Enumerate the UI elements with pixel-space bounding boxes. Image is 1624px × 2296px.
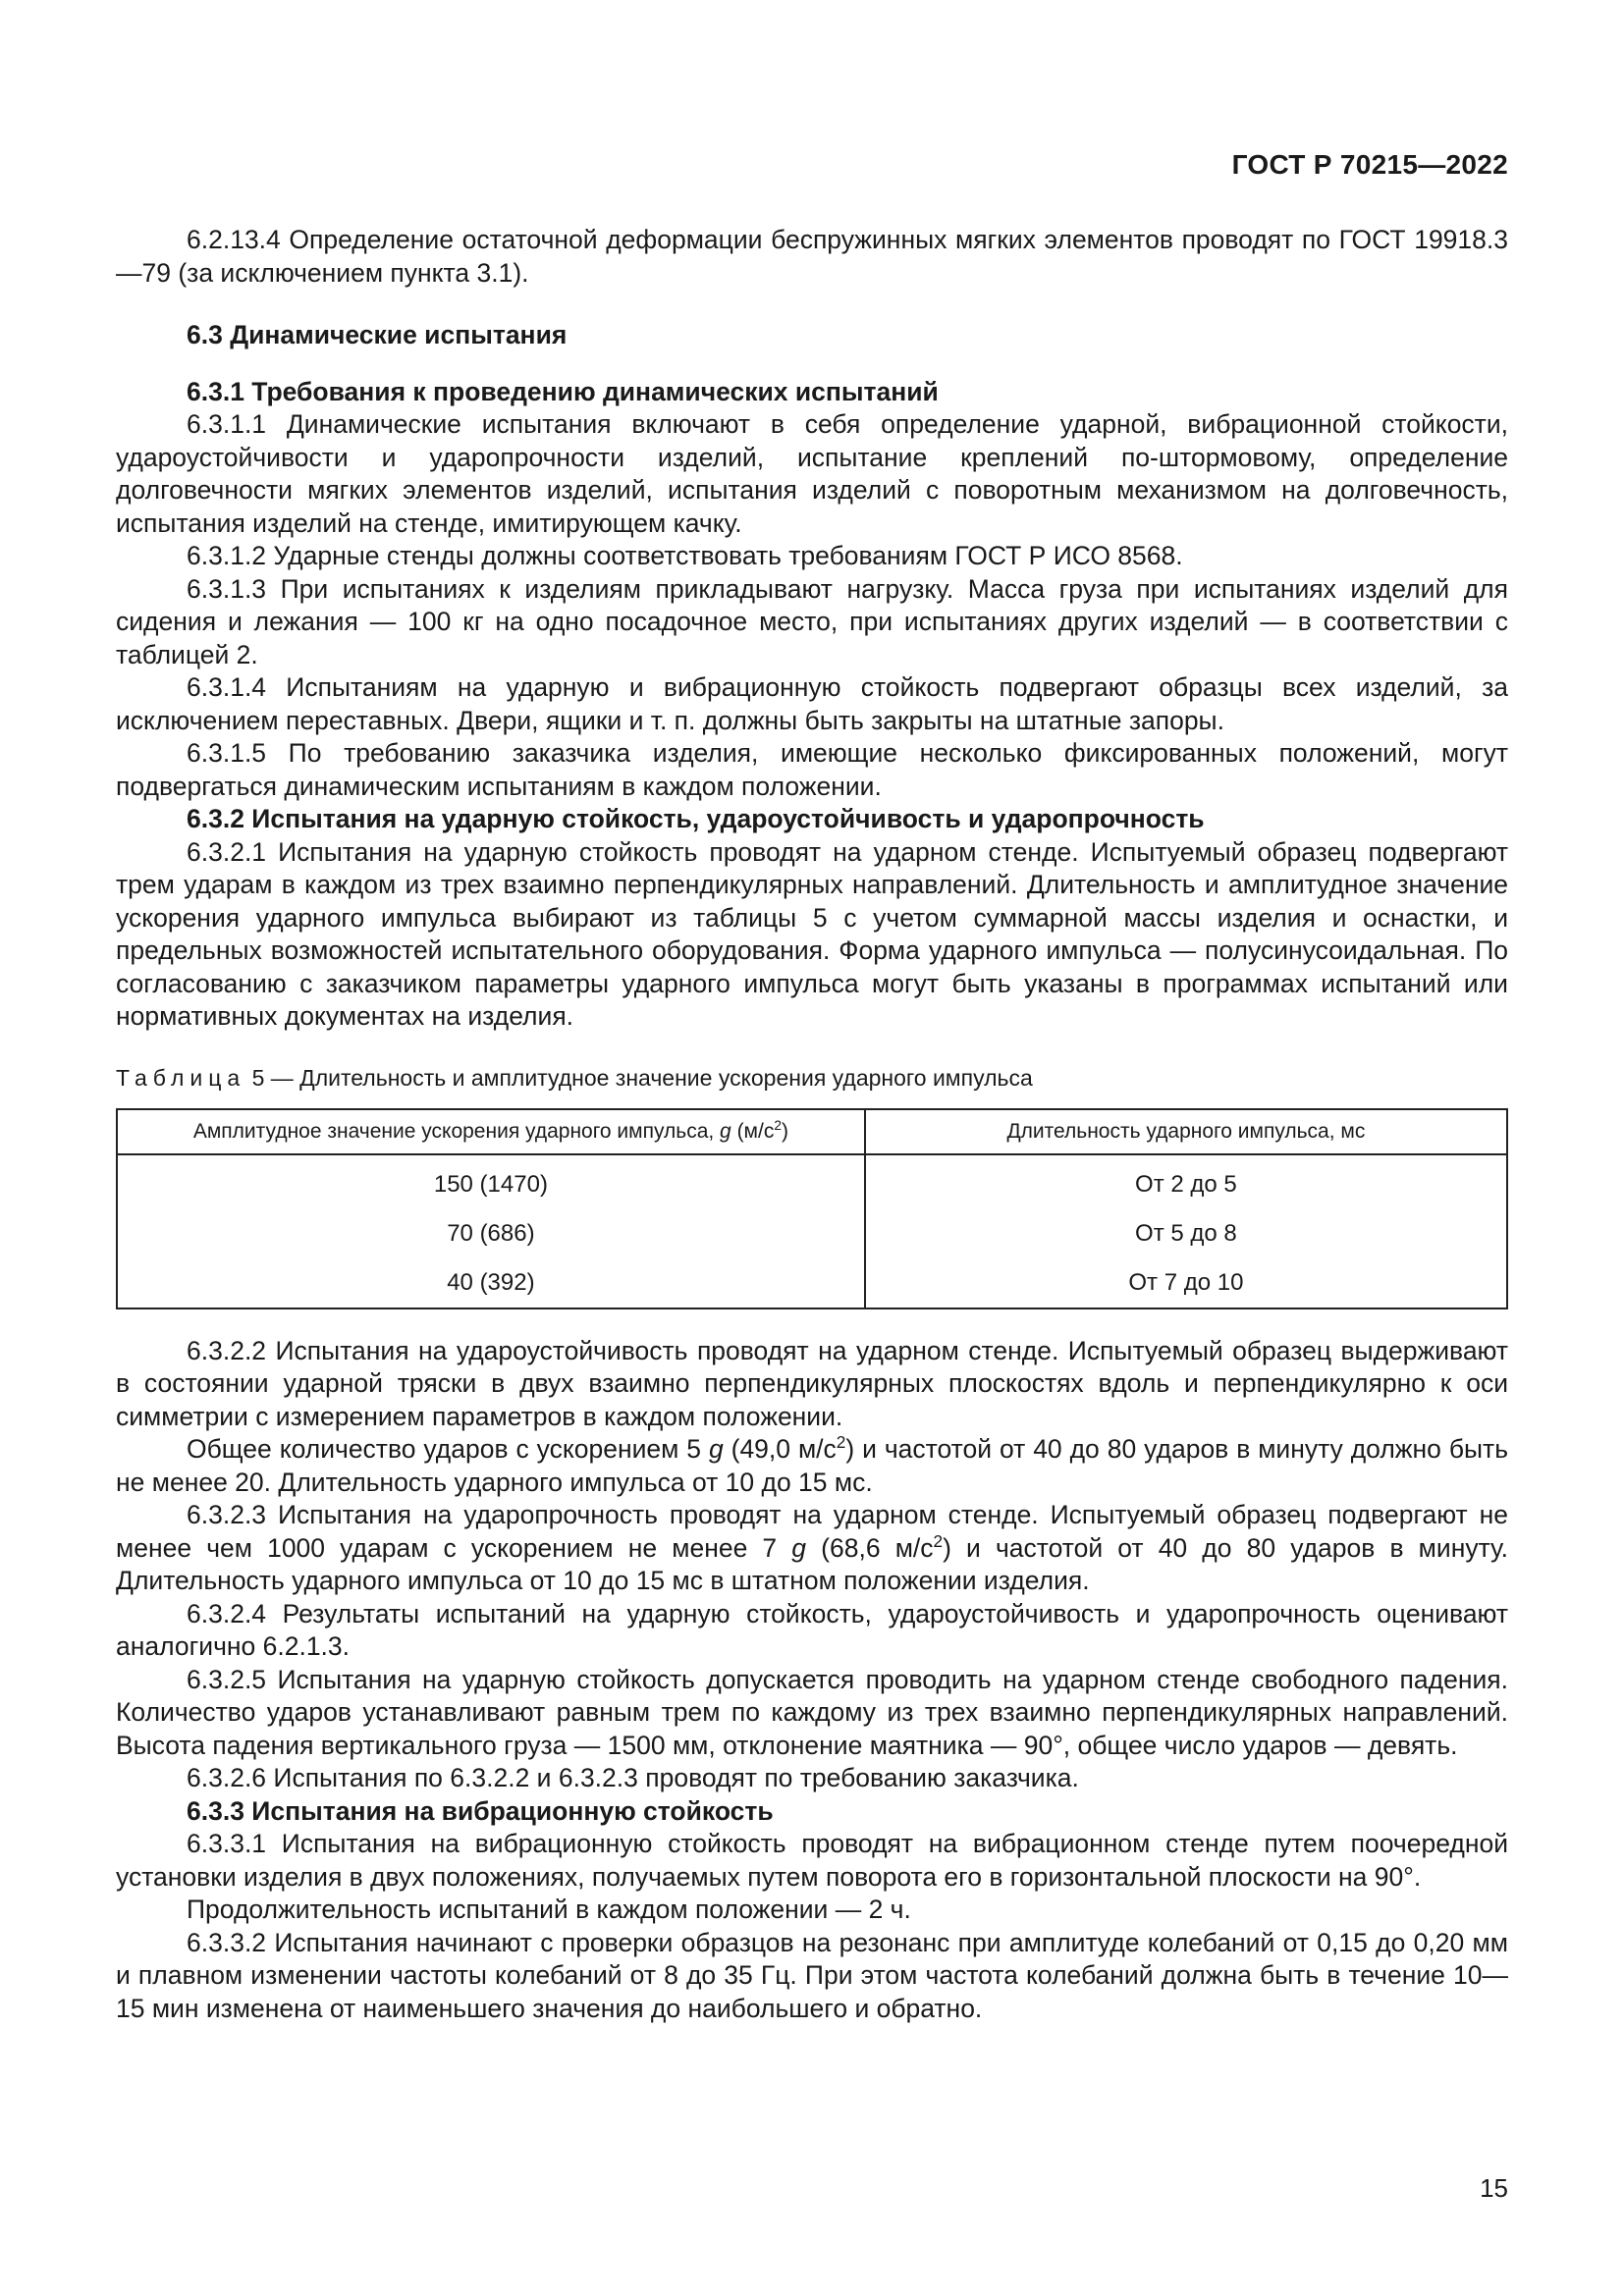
section-heading-6-3-3: 6.3.3 Испытания на вибрационную стойкость [187,1795,774,1826]
paragraph-6-2-13-4: 6.2.13.4 Определение остаточной деформации беспружинных мягких элементов проводят по ГОСТ 19918.3—79 (за исключением пункта 3.1). [116,225,1508,288]
table-caption-text: 5 — Длительность и амплитудное значение ускорения ударного импульса [245,1064,1033,1091]
paragraph-6-3-1-5: 6.3.1.5 По требованию заказчика изделия, имеющие несколько фиксированных положений, могут подвергаться динамическим испытаниям в каждом положении. [116,738,1508,801]
page-number: 15 [1480,2173,1508,2203]
paragraph-6-3-1-4: 6.3.1.4 Испытаниям на ударную и вибрационную стойкость подвергают образцы всех изделий, за исключением переставных. Двери, ящики и т. п. должны быть закрыты на штатные запоры. [116,672,1508,735]
paragraph-6-3-2-3: 6.3.2.3 Испытания на ударопрочность проводят на ударном стенде. Испытуемый образец подвергают не менее чем 1000 ударам с ускорением не менее 7 g (68,6 $м/с^2$) и частотой от 40 до 80 ударов в минуту. Длительность ударного импульса от 10 до 15 мс в штатном положении изделия. [116,1500,1508,1595]
section-heading-6-3: 6.3 Динамические испытания [187,320,568,349]
table-caption-label: Таблица [116,1064,246,1091]
cell-duration: От 2 до 5 [865,1154,1507,1209]
paragraph-6-3-3-1: 6.3.3.1 Испытания на вибрационную стойкость проводят на вибрационном стенде путем поочередной установки изделия в двух положениях, получаемых путем поворота его в горизонтальной плоскости на 90°. [116,1829,1508,1892]
cell-amplitude: 150 (1470) [117,1154,865,1209]
table-header-row [117,1109,1507,1154]
cell-amplitude: 70 (686) [117,1209,865,1258]
cell-duration: От 5 до 8 [865,1209,1507,1258]
table-row [117,1209,1507,1258]
cell-amplitude: 40 (392) [117,1258,865,1308]
paragraph-total-impacts: Общее количество ударов с ускорением 5 g (49,0 $м/с^2$) и частотой от 40 до 80 ударов в минуту должно быть не менее 20. Длительность ударного импульса от 10 до 15 мс. [116,1432,1509,1497]
cell-duration: От 7 до 10 [865,1258,1507,1308]
paragraph-6-3-2-1: 6.3.2.1 Испытания на ударную стойкость проводят на ударном стенде. Испытуемый образец подвергают трем ударам в каждом из трех взаимно перпендикулярных направлений. Длительность и амплитудное значение ускорения ударного импульса выбирают из таблицы 5 с учетом суммарной массы изделия и оснастки, и предельных возможностей испытательного оборудования. Форма ударного импульса — полусинусоидальная. По согласованию с заказчиком параметры ударного импульса могут быть указаны в программах испытаний или нормативных документах на изделия. [116,836,1508,1031]
paragraph-6-3-2-4: 6.3.2.4 Результаты испытаний на ударную стойкость, удароустойчивость и ударопрочность оценивают аналогично 6.2.1.3. [116,1598,1508,1661]
paragraph-6-3-1-1: 6.3.1.1 Динамические испытания включают в себя определение ударной, вибрационной стойкости, удароустойчивости и ударопрочности изделий, испытание креплений по-штормовому, определение долговечности мягких элементов изделий, испытания изделий с поворотным механизмом на долговечность, испытания изделий на стенде, имитирующем качку. [116,409,1508,538]
table-row [117,1154,1507,1209]
paragraph-6-3-2-2: 6.3.2.2 Испытания на удароустойчивость проводят на ударном стенде. Испытуемый образец выдерживают в состоянии ударной тряски в двух взаимно перпендикулярных плоскостях вдоль и перпендикулярно к оси симметрии с измерением параметров в каждом положении. [116,1335,1508,1431]
paragraph-test-duration: Продолжительность испытаний в каждом положении — 2 ч. [187,1895,911,1924]
paragraph-6-3-2-5: 6.3.2.5 Испытания на ударную стойкость допускается проводить на ударном стенде свободного падения. Количество ударов устанавливают равным трем по каждому из трех взаимно перпендикулярных направлений. Высота падения вертикального груза — 1500 мм, отклонение маятника — 90°, общее число ударов — девять. [116,1664,1508,1760]
paragraph-6-3-1-2: 6.3.1.2 Ударные стенды должны соответствовать требованиям ГОСТ Р ИСО 8568. [187,541,1183,570]
document-code: ГОСТ Р 70215—2022 [1231,149,1508,180]
column-header-duration: Длительность ударного импульса, мс [865,1109,1507,1154]
column-header-amplitude: Амплитудное значение ускорения ударного импульса, g $(м/с^2)$ [117,1109,865,1154]
paragraph-6-3-1-3: 6.3.1.3 При испытаниях к изделиям прикладывают нагрузку. Масса груза при испытаниях изделий для сидения и лежания — 100 кг на одно посадочное место, при испытаниях других изделий — в соответствии с таблицей 2. [116,573,1508,669]
section-heading-6-3-1: 6.3.1 Требования к проведению динамических испытаний [187,376,939,406]
paragraph-6-3-2-6: 6.3.2.6 Испытания по 6.3.2.2 и 6.3.2.3 проводят по требованию заказчика. [187,1763,1079,1792]
section-heading-6-3-2: 6.3.2 Испытания на ударную стойкость, удароустойчивость и ударопрочность [187,804,1205,833]
page-body [116,224,1508,2025]
table-5-caption [116,1063,1508,1093]
table-row [117,1258,1507,1308]
table-5 [116,1108,1508,1309]
paragraph-6-3-3-2: 6.3.3.2 Испытания начинают с проверки образцов на резонанс при амплитуде колебаний от 0,15 до 0,20 мм и плавном изменении частоты колебаний от 8 до 35 Гц. При этом частота колебаний должна быть в течение 10—15 мин изменена от наименьшего значения до наибольшего и обратно. [116,1927,1508,2023]
